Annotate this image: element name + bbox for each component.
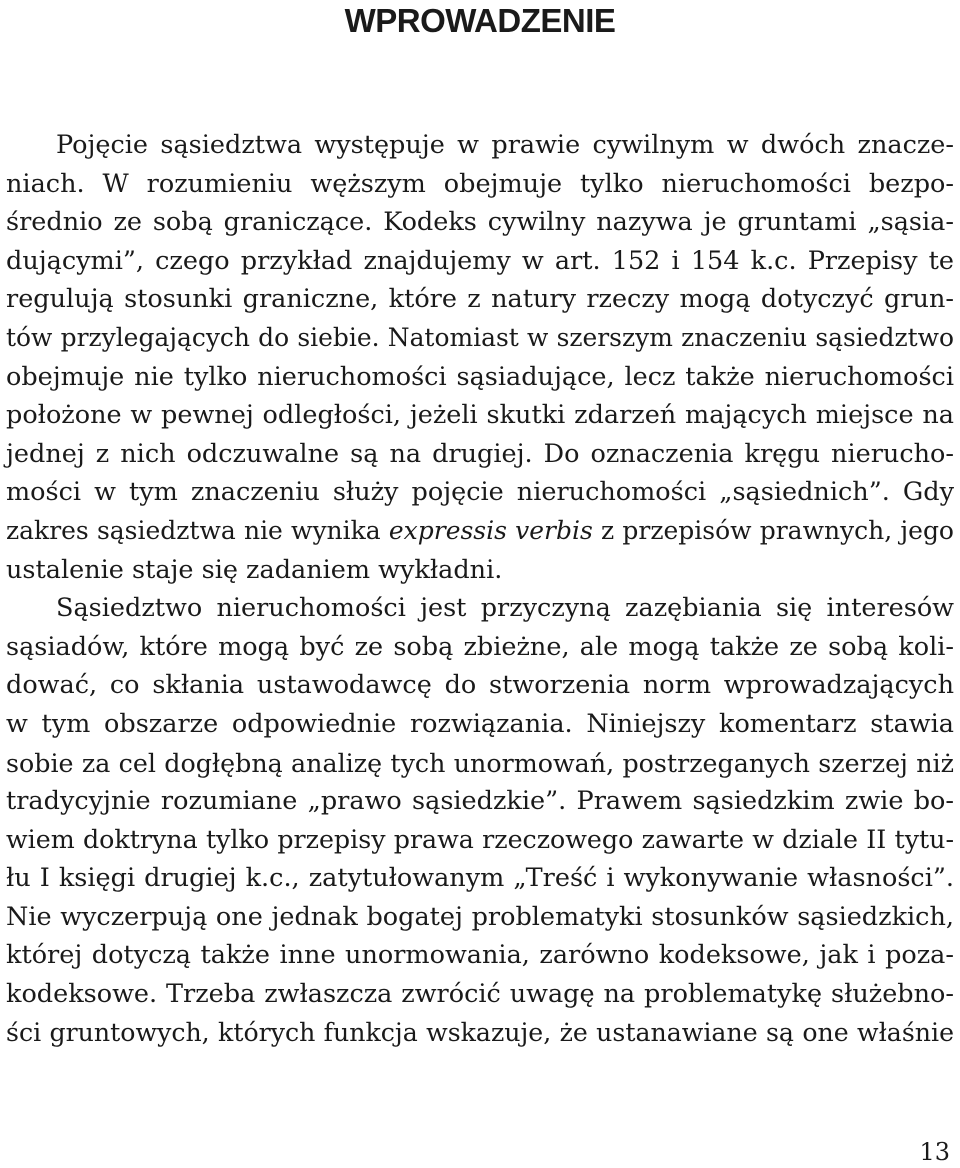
text-line: tradycyjnie rozumiane „prawo sąsiedzkie”. Prawem sąsiedzkim zwie bo- — [6, 786, 954, 817]
text-line: dującymi”, czego przykład znajdujemy w art. 152 i 154 k.c. Przepisy te — [6, 245, 954, 276]
text-line: obejmuje nie tylko nieruchomości sąsiadujące, lecz także nieruchomości — [6, 361, 954, 392]
text-line: średnio ze sobą graniczące. Kodeks cywilny nazywa je gruntami „sąsia- — [6, 207, 954, 238]
text-line: ustalenie staje się zadaniem wykładni. — [6, 554, 503, 585]
text-line: mości w tym znaczeniu służy pojęcie nieruchomości „sąsiednich”. Gdy — [6, 477, 954, 508]
text-segment: z przepisów prawnych, jego — [592, 515, 954, 545]
text-line: ści gruntowych, których funkcja wskazuje, że ustanawiane są one właśnie — [6, 1017, 954, 1047]
text-line: której dotyczą także inne unormowania, zarówno kodeksowe, jak i poza- — [6, 940, 954, 971]
chapter-heading: WPROWADZENIE — [344, 2, 616, 39]
body-text — [6, 126, 954, 1052]
latin-phrase: expressis verbis — [388, 515, 593, 545]
text-line: dować, co skłania ustawodawcę do stworzenia norm wprowadzających — [6, 670, 954, 701]
text-line: łu I księgi drugiej k.c., zatytułowanym „Treść i wykonywanie własności”. — [6, 863, 954, 894]
text-line: położone w pewnej odległości, jeżeli skutki zdarzeń mających miejsce na — [6, 400, 954, 431]
text-line: Pojęcie sąsiedztwa występuje w prawie cywilnym w dwóch znacze- — [56, 130, 954, 160]
text-line: tów przylegających do siebie. Natomiast w szerszym znaczeniu sąsiedztwo — [6, 322, 954, 352]
text-line: regulują stosunki graniczne, które z natury rzeczy mogą dotyczyć grun- — [6, 284, 954, 315]
paragraph-1 — [6, 126, 954, 589]
text-line-with-italic — [6, 512, 954, 551]
text-line: jednej z nich odczuwalne są na drugiej. Do oznaczenia kręgu nierucho- — [6, 438, 954, 469]
text-line: Nie wyczerpują one jednak bogatej problematyki stosunków sąsiedzkich, — [6, 901, 954, 932]
text-line: niach. W rozumieniu węższym obejmuje tylko nieruchomości bezpo- — [6, 168, 954, 199]
text-segment: zakres sąsiedztwa nie wynika — [6, 515, 389, 545]
text-line: wiem doktryna tylko przepisy prawa rzeczowego zawarte w dziale II tytu- — [6, 824, 954, 854]
page-number: 13 — [919, 1138, 950, 1166]
text-line: sąsiadów, które mogą być ze sobą zbieżne, ale mogą także ze sobą koli- — [6, 631, 954, 662]
text-line: w tym obszarze odpowiednie rozwiązania. Niniejszy komentarz stawia — [6, 708, 954, 739]
text-line: kodeksowe. Trzeba zwłaszcza zwrócić uwagę na problematykę służebno- — [6, 979, 954, 1010]
text-line: sobie za cel dogłębną analizę tych unormowań, postrzeganych szerzej niż — [6, 747, 954, 778]
paragraph-2 — [6, 589, 954, 1052]
text-line: Sąsiedztwo nieruchomości jest przyczyną zazębiania się interesów — [56, 593, 954, 624]
